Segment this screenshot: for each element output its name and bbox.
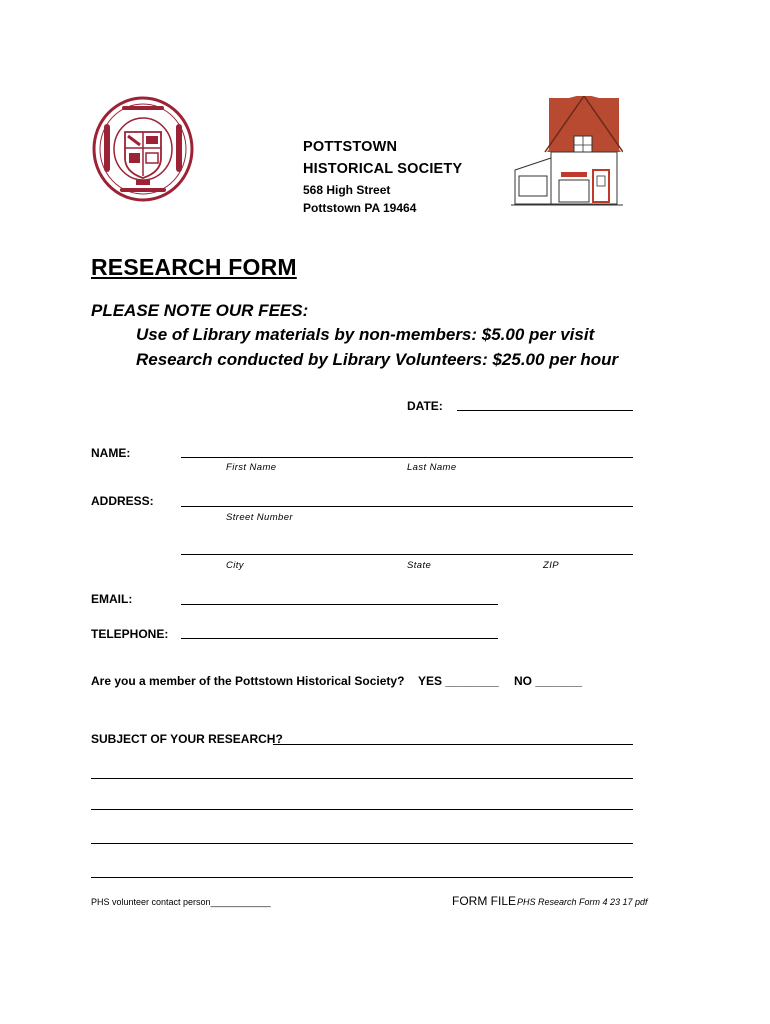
subject-line-2[interactable] [91,778,633,779]
city-hint: City [226,560,244,571]
telephone-label: TELEPHONE: [91,627,169,641]
historical-society-seal-icon [92,96,194,202]
member-no-field[interactable]: NO _______ [514,674,583,688]
last-name-hint: Last Name [407,462,457,473]
name-label: NAME: [91,446,131,460]
telephone-field[interactable] [181,638,498,639]
name-field[interactable] [181,457,633,458]
subject-label: SUBJECT OF YOUR RESEARCH? [91,732,283,746]
org-name-line1: POTTSTOWN [303,139,398,155]
fee-line-research: Research conducted by Library Volunteers: $25.00 per hour [136,350,619,369]
house-drawing-icon [511,96,623,208]
subject-line-5[interactable] [91,877,633,878]
fee-line-library: Use of Library materials by non-members: $5.00 per visit [136,325,595,344]
date-label: DATE: [407,399,443,413]
form-file-label: FORM FILE [452,894,517,908]
subject-field[interactable] [273,744,633,745]
subject-line-3[interactable] [91,809,633,810]
street-hint: Street Number [226,512,293,523]
state-hint: State [407,560,432,571]
address-label: ADDRESS: [91,494,154,508]
fees-heading: PLEASE NOTE OUR FEES: [91,301,309,320]
subject-line-4[interactable] [91,843,633,844]
member-question: Are you a member of the Pottstown Historical Society? [91,674,405,688]
volunteer-contact-label: PHS volunteer contact person____________ [91,897,271,907]
form-file-name: PHS Research Form 4 23 17 pdf [517,897,648,907]
first-name-hint: First Name [226,462,277,473]
email-label: EMAIL: [91,592,133,606]
date-field[interactable] [457,410,633,411]
city-state-zip-field[interactable] [181,554,633,555]
email-field[interactable] [181,604,498,605]
street-field[interactable] [181,506,633,507]
org-street: 568 High Street [303,183,391,197]
zip-hint: ZIP [543,560,559,571]
org-name-line2: HISTORICAL SOCIETY [303,161,463,177]
org-city-state-zip: Pottstown PA 19464 [303,201,417,215]
form-title: RESEARCH FORM [91,254,297,280]
member-yes-field[interactable]: YES ________ [418,674,499,688]
